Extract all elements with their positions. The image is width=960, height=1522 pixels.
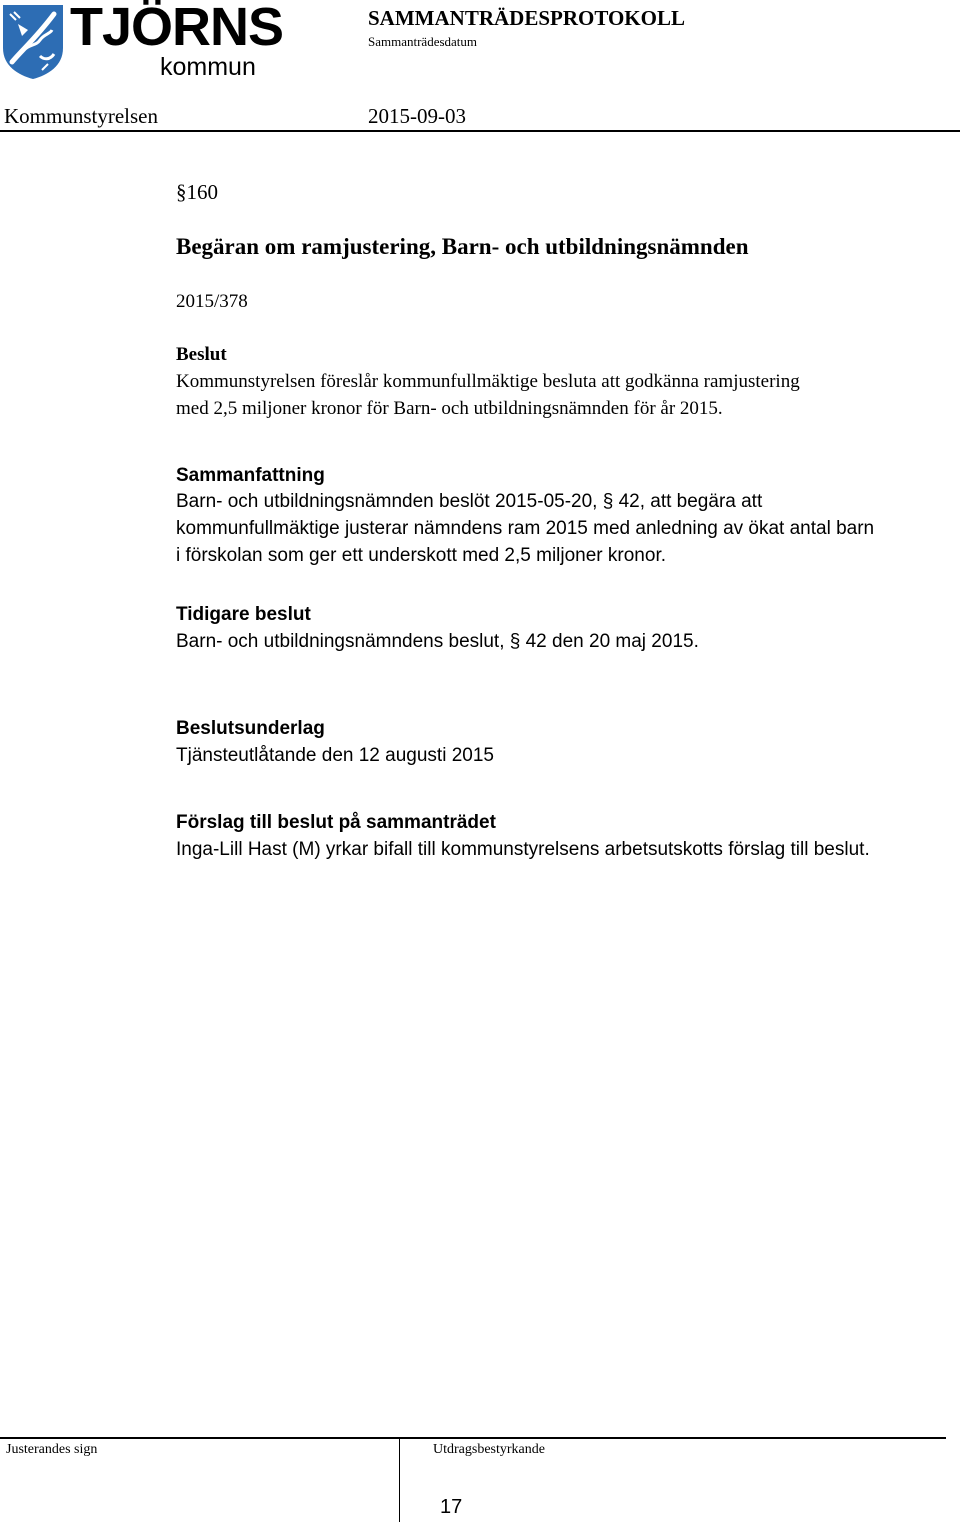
section-heading-beslutsunderlag: Beslutsunderlag <box>176 718 325 739</box>
section-heading-sammanfattning: Sammanfattning <box>176 465 325 486</box>
body-line: Barn- och utbildningsnämnden beslöt 2015-05-20, § 42, att begära att <box>176 491 763 512</box>
section-body-beslut <box>176 368 800 422</box>
section-body-forslag <box>176 836 870 863</box>
body-line: Kommunstyrelsen föreslår kommunfullmäktige besluta att godkänna ramjustering <box>176 371 800 392</box>
body-line: Barn- och utbildningsnämndens beslut, § 42 den 20 maj 2015. <box>176 631 699 652</box>
item-title: Begäran om ramjustering, Barn- och utbildningsnämnden <box>176 234 749 259</box>
logo-wordmark: TJÖRNS <box>70 0 284 57</box>
body-line: Tjänsteutlåtande den 12 augusti 2015 <box>176 745 494 766</box>
section-body-beslutsunderlag <box>176 742 494 769</box>
paragraph-number-value: 160 <box>186 180 218 204</box>
section-body-sammanfattning <box>176 488 874 569</box>
signature-label: Justerandes sign <box>6 1442 98 1457</box>
header-divider <box>0 130 960 132</box>
section-heading-beslut: Beslut <box>176 344 227 365</box>
logo-subtitle: kommun <box>160 53 256 81</box>
body-line: Inga-Lill Hast (M) yrkar bifall till kommunstyrelsens arbetsutskotts förslag till beslut. <box>176 839 870 860</box>
certification-label: Utdragsbestyrkande <box>433 1442 545 1457</box>
committee-name: Kommunstyrelsen <box>4 104 158 128</box>
footer-divider <box>0 1437 946 1439</box>
document-title: SAMMANTRÄDESPROTOKOLL <box>368 6 685 30</box>
body-line: med 2,5 miljoner kronor för Barn- och utbildningsnämnden för år 2015. <box>176 398 723 419</box>
document-subtitle: Sammanträdesdatum <box>368 34 478 49</box>
paragraph-number <box>176 182 218 203</box>
body-line: i förskolan som ger ett underskott med 2,5 miljoner kronor. <box>176 545 667 566</box>
section-heading-forslag: Förslag till beslut på sammanträdet <box>176 812 496 833</box>
footer-column-divider <box>399 1437 400 1522</box>
section-heading-tidigare-beslut: Tidigare beslut <box>176 604 311 625</box>
case-reference: 2015/378 <box>176 291 248 312</box>
section-body-tidigare-beslut <box>176 628 699 655</box>
paragraph-symbol: § <box>176 180 187 204</box>
tjorn-coat-of-arms-icon <box>2 4 64 80</box>
body-line: kommunfullmäktige justerar nämndens ram 2015 med anledning av ökat antal barn <box>176 518 875 539</box>
page-number: 17 <box>440 1496 463 1518</box>
meeting-date: 2015-09-03 <box>368 104 466 128</box>
